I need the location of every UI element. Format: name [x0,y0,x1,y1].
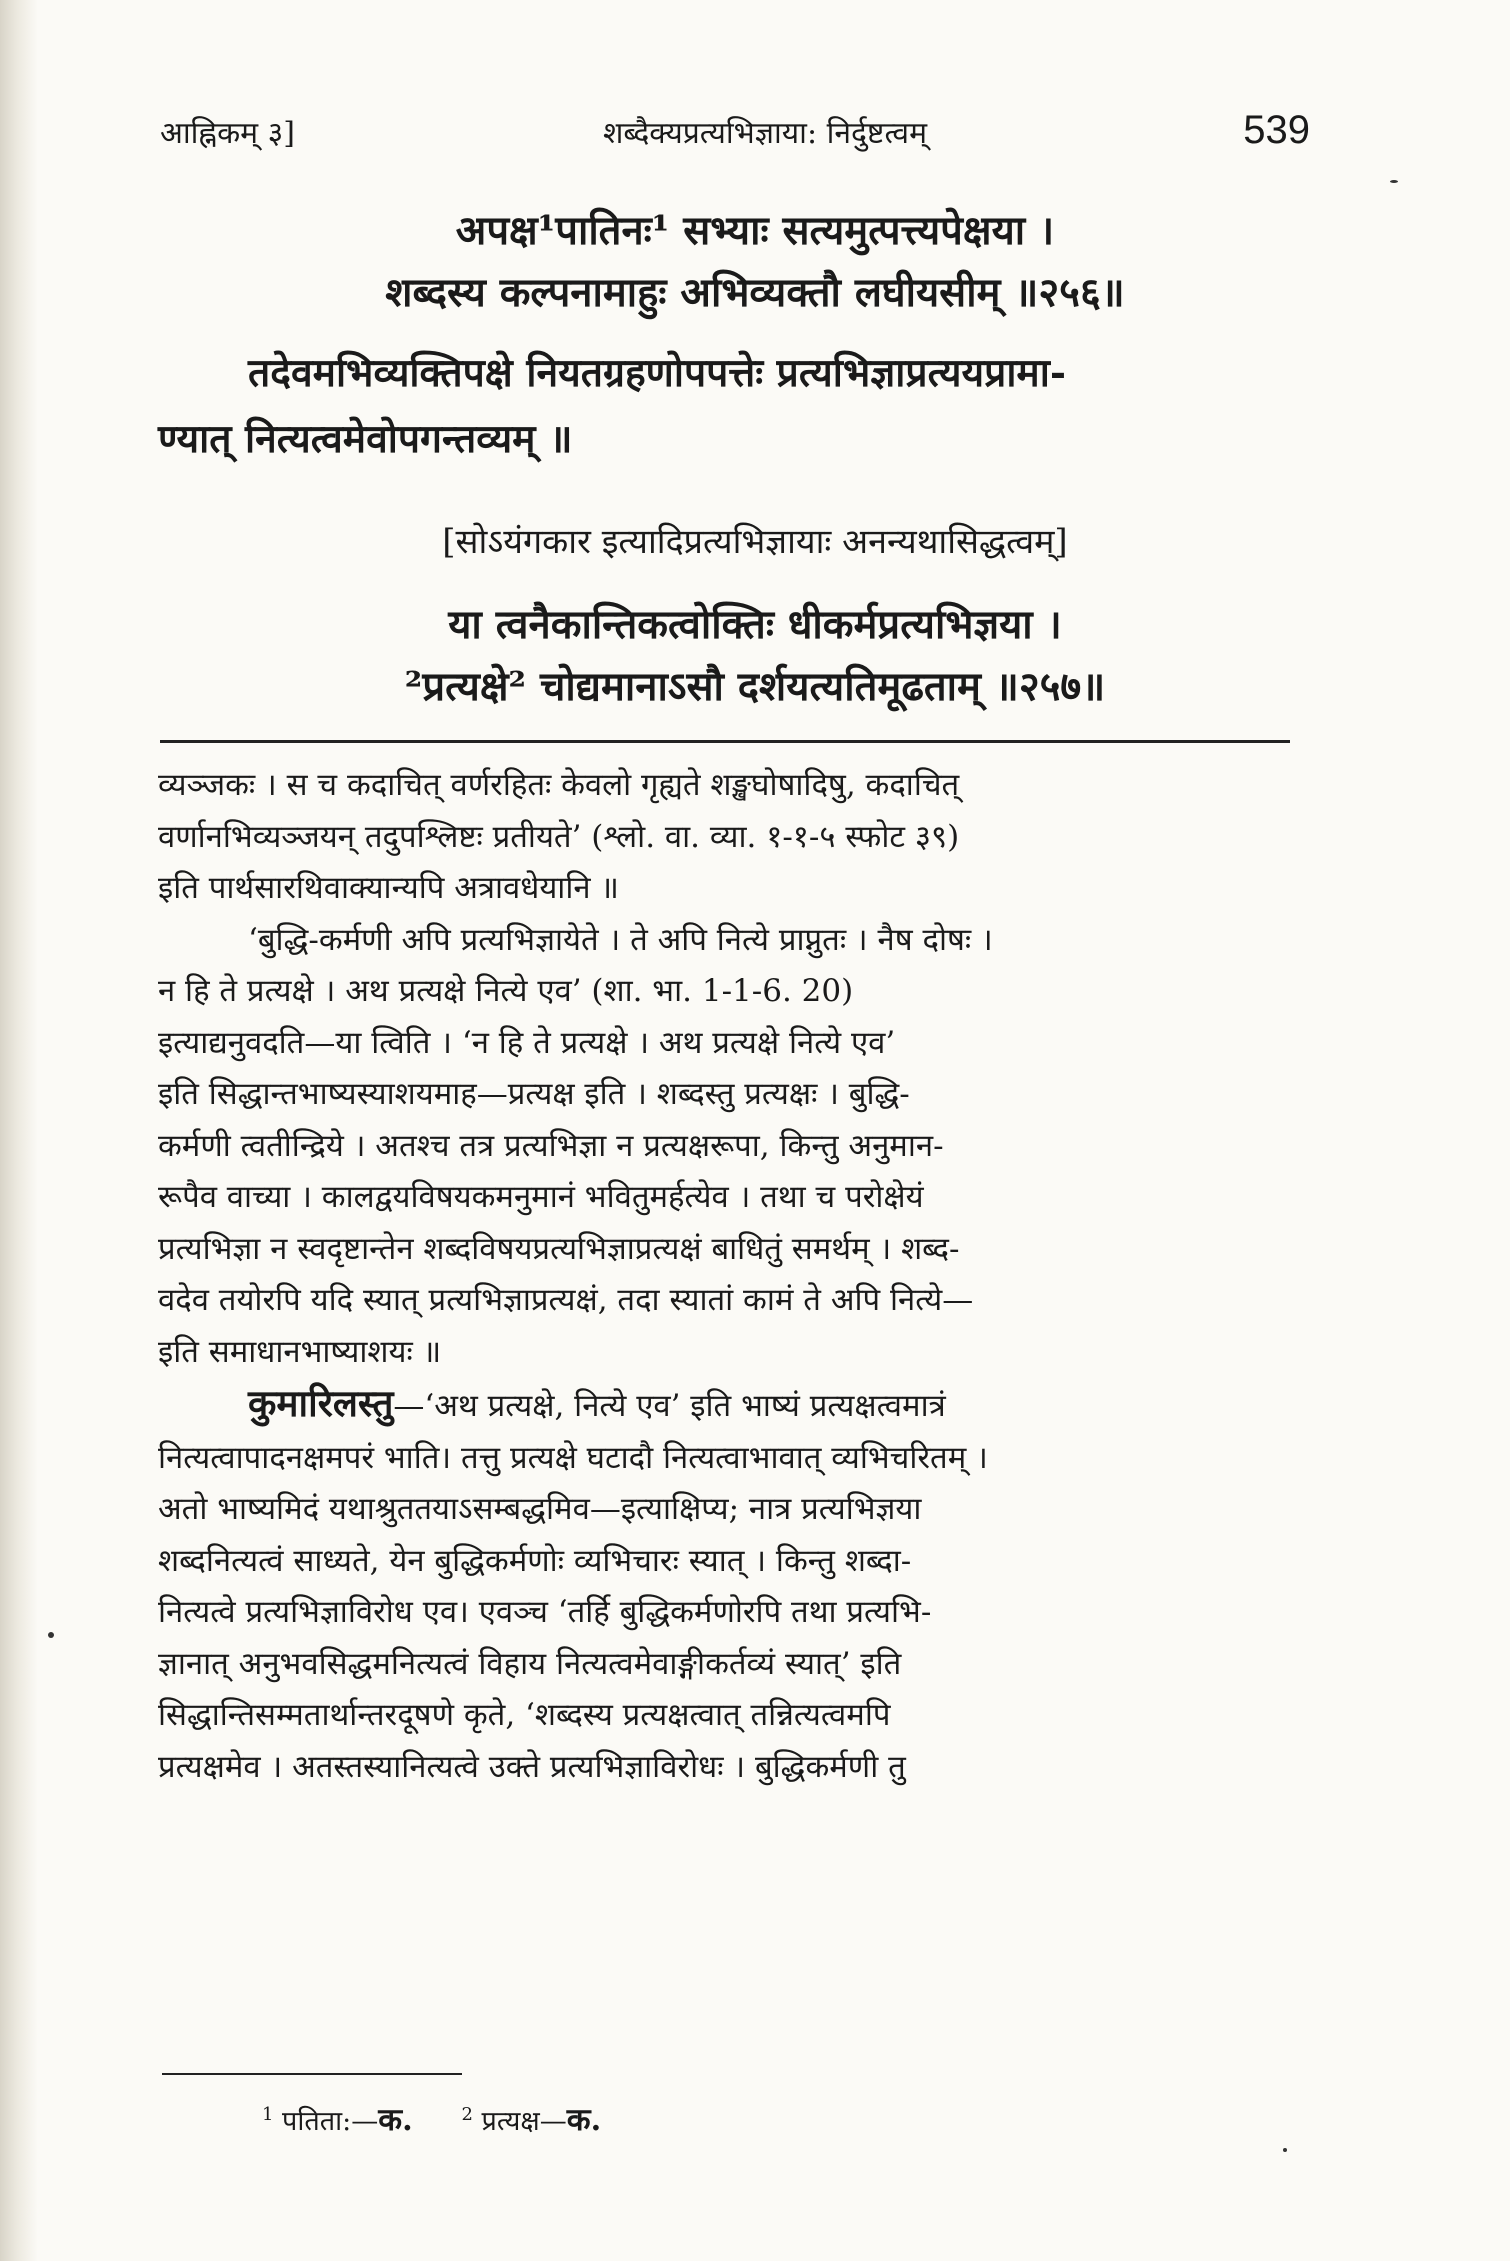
commentary-line: इति समाधानभाष्याशयः ॥ [158,1333,442,1370]
verse-256 [0,200,1510,324]
commentary-divider [160,740,1290,743]
commentary-line: अतो भाष्यमिदं यथाश्रुततयाऽसम्बद्धमिव—इत्याक्षिप्य; नात्र प्रत्यभिज्ञया [158,1491,922,1527]
footnote-2 [461,2102,602,2138]
commentary-line: इत्याद्यनुवदति—या त्विति । ‘न हि ते प्रत्यक्षे । अथ प्रत्यक्षे नित्ये एव’ [158,1024,896,1061]
footnote-divider [162,2073,462,2075]
header-section-label: आह्निकम् ३] [160,116,295,151]
commentary-line: शब्दनित्यत्वं साध्यते, येन बुद्धिकर्मणोः व्यभिचारः स्यात् । किन्तु शब्दा- [158,1542,912,1579]
print-speck [1390,180,1398,183]
page-number: 539 [1243,108,1310,152]
prose-line-2: ण्यात् नित्यत्वमेवोपगन्तव्यम् ॥ [158,416,573,462]
print-speck [1283,2148,1287,2152]
commentary-line-text: —‘अथ प्रत्यक्षे, नित्ये एव’ इति भाष्यं प्रत्यक्षत्वमात्रं [393,1388,946,1424]
commentary-line: नित्यत्वापादनक्षमपरं भाति। तत्तु प्रत्यक्षे घटादौ नित्यत्वाभावात् व्यभिचरितम् । [158,1439,988,1476]
page-edge-shadow [0,0,38,2261]
commentary-line: नित्यत्वे प्रत्यभिज्ञाविरोध एव। एवञ्च ‘तर्हि बुद्धिकर्मणोरपि तथा प्रत्यभि- [158,1594,932,1630]
commentary-line: ‘बुद्धि-कर्मणी अपि प्रत्यभिज्ञायेते । ते अपि नित्ये प्राप्नुतः । नैष दोषः । [248,921,993,958]
verse-256-line-1: अपक्ष¹पातिनः¹ सभ्याः सत्यमुत्पत्त्यपेक्षया । [455,207,1055,254]
verse-257 [0,594,1510,718]
footnotes [262,2095,1162,2142]
verse-257-line-2: ²प्रत्यक्षे² चोद्यमानाऽसौ दर्शयत्यतिमूढताम् ॥२५७॥ [404,663,1106,710]
verse-257-line-1: या त्वनैकान्तिकत्वोक्तिः धीकर्मप्रत्यभिज्ञया । [448,601,1062,648]
section-heading: [सोऽयंगकार इत्यादिप्रत्यभिज्ञायाः अनन्यथासिद्धत्वम्] [442,522,1068,562]
commentary-line: वदेव तयोरपि यदि स्यात् प्रत्यभिज्ञाप्रत्यक्षं, तदा स्यातां कामं ते अपि नित्ये— [158,1282,974,1318]
footnote-1-ref: क. [378,2102,413,2138]
commentary-line: सिद्धान्तिसम्मतार्थान्तरदूषणे कृते, ‘शब्दस्य प्रत्यक्षत्वात् तन्नित्यत्वमपि [158,1697,891,1733]
footnote-1 [262,2102,413,2138]
header-title: शब्दैक्यप्रत्यभिज्ञाया: निर्दुष्टत्वम् [602,116,928,151]
commentary-line: कर्मणी त्वतीन्द्रिये । अतश्च तत्र प्रत्यभिज्ञा न प्रत्यक्षरूपा, किन्तु अनुमान- [158,1127,944,1164]
commentary-line: इति पार्थसारथिवाक्यान्यपि अत्रावधेयानि ॥ [158,870,619,906]
footnote-1-mark: 1 [262,2104,274,2125]
footnote-2-text: प्रत्यक्ष— [481,2106,567,2137]
commentary-line: व्यञ्जकः । स च कदाचित् वर्णरहितः केवलो गृह्यते शङ्खघोषादिषु, कदाचित् [158,767,960,803]
print-speck [48,1632,54,1638]
commentary-line: प्रत्यक्षमेव । अतस्तस्यानित्यत्वे उक्ते प्रत्यभिज्ञाविरोधः । बुद्धिकर्मणी तु [158,1748,906,1785]
commentary-line: न हि ते प्रत्यक्षे । अथ प्रत्यक्षे नित्ये एव’ (शा. भा. 1-1-6. 20) [158,973,854,1009]
commentary [158,760,1306,1793]
commentary-line: प्रत्यभिज्ञा न स्वदृष्टान्तेन शब्दविषयप्रत्यभिज्ञाप्रत्यक्षं बाधितुं समर्थम् । शब्द- [158,1230,960,1267]
commentary-line [158,1378,1306,1433]
commentary-line: वर्णानभिव्यञ्जयन् तदुपश्लिष्टः प्रतीयते’ (श्लो. वा. व्या. १-१-५ स्फोट ३९) [158,818,960,855]
commentary-line: ज्ञानात् अनुभवसिद्धमनित्यत्वं विहाय नित्यत्वमेवाङ्गीकर्तव्यं स्यात्’ इति [158,1645,902,1682]
footnote-1-text: पतिता:— [282,2106,379,2137]
footnote-2-ref: क. [566,2102,602,2138]
running-header [160,108,1310,168]
commentary-lead-word: कुमारिलस्तु [248,1381,394,1425]
verse-256-line-2: शब्दस्य कल्पनामाहुः अभिव्यक्तौ लघीयसीम् ॥२५६॥ [385,269,1125,316]
commentary-line: इति सिद्धान्तभाष्यस्याशयमाह—प्रत्यक्ष इति । शब्दस्तु प्रत्यक्षः । बुद्धि- [158,1076,910,1112]
prose-line-1: तदेवमभिव्यक्तिपक्षे नियतग्रहणोपपत्तेः प्रत्यभिज्ञाप्रत्ययप्रामा- [248,350,1067,396]
commentary-line: रूपैव वाच्या । कालद्वयविषयकमनुमानं भवितुमर्हत्येव । तथा च परोक्षेयं [158,1179,924,1215]
prose-conclusion [158,340,1308,472]
footnote-2-mark: 2 [461,2104,473,2125]
